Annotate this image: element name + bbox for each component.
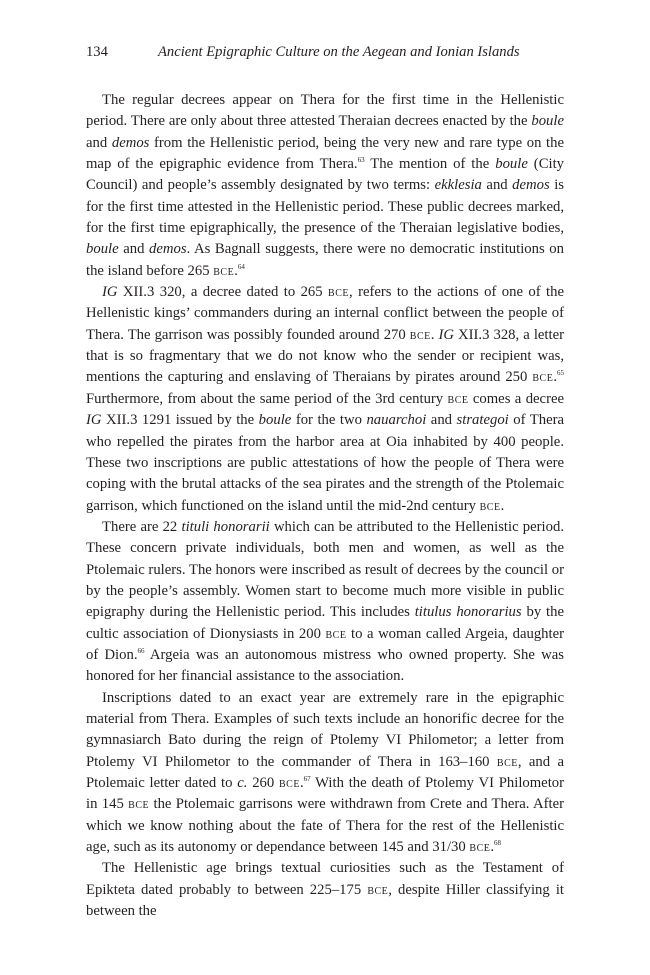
italic-run: demos: [111, 134, 150, 151]
text-run: the Ptolemaic garrisons were withdrawn from Crete and Thera. After which we know nothing about the fate of Thera for the rest of the Hellenistic age, such as its autonomy or dependance between 145 and 31/30: [86, 796, 564, 856]
text-run: , and a Ptolemaic letter dated to: [86, 753, 564, 791]
footnote-ref: 65: [557, 369, 564, 378]
page-number: 134: [86, 44, 108, 60]
italic-run: ekklesia: [434, 177, 482, 194]
text-run: With the death of Ptolemy VI Philometor in 145: [86, 775, 565, 813]
text-run: of Thera who repelled the pirates from the harbor area at Oia inhabited by 400 people. These two inscriptions are public attestations of how the people of Thera were coping with the brutal attacks of the sea pirates and the strength of the Ptolemaic garrison, which functioned on the island until the mid-2nd century: [86, 412, 564, 514]
text-run: .: [500, 497, 505, 514]
text-run: for the two: [291, 412, 367, 429]
text-run: .: [430, 326, 439, 343]
text-run: which can be attributed to the Hellenistic period. These concern private individuals, both men and women, as well as the Ptolemaic rulers. The honors were inscribed as result of decrees by the council or by the people’s assembly. Women start to become much more visible in public epigraphy during the Hellenistic period. This includes: [86, 518, 564, 621]
text-run: Inscriptions dated to an exact year are extremely rare in the epigraphic material from Thera. Examples of such texts include an honorific decree for the gymnasiarch Bato during the reign of Ptolemy VI Philometor; a letter from Ptolemy VI Philometor to the commander of Thera in 163–160: [86, 689, 564, 770]
text-run: The regular decrees appear on Thera for the first time in the Hellenistic period. There are only about three attested Theraian decrees enacted by the: [86, 92, 564, 130]
footnote-ref: 67: [303, 775, 311, 784]
italic-run: demos: [149, 241, 187, 258]
text-run: There are 22: [102, 518, 182, 535]
italic-run: strategoi: [456, 412, 509, 429]
era-abbreviation: bce: [128, 796, 150, 813]
text-run: comes a decree: [468, 390, 564, 407]
text-run: .: [490, 839, 495, 856]
era-abbreviation: bce: [279, 775, 300, 791]
era-abbreviation: bce: [367, 881, 389, 898]
footnote-ref: 63: [357, 156, 365, 165]
body-text: [86, 90, 564, 922]
era-abbreviation: bce: [496, 753, 518, 770]
paragraph-2: [86, 282, 564, 517]
text-run: The mention of the: [364, 156, 496, 173]
footnote-ref: 68: [494, 839, 502, 848]
text-run: and: [118, 241, 150, 258]
era-abbreviation: bce: [479, 497, 501, 514]
italic-run: IG: [102, 284, 118, 301]
paragraph-3: [86, 517, 564, 688]
italic-run: boule: [495, 156, 528, 173]
text-run: by the cultic association of Dionysiasts in 200: [86, 604, 564, 642]
italic-run: c.: [237, 775, 248, 791]
text-run: XII.3 320, a decree dated to 265: [117, 284, 329, 301]
paragraph-1: [86, 90, 564, 282]
text-run: to a woman called Argeia, daughter of Dion.: [86, 625, 565, 663]
text-run: 260: [247, 775, 280, 791]
text-run: Furthermore, from about the same period of the 3rd century: [86, 390, 448, 407]
text-run: and: [86, 134, 112, 151]
era-abbreviation: bce: [532, 369, 554, 386]
italic-run: demos: [512, 177, 550, 194]
text-run: , refers to the actions of one of the Hellenistic kings’ commanders during an internal conflict between the people of Thera. The garrison was possibly founded around 270: [86, 284, 564, 343]
italic-run: tituli honorarii: [181, 518, 270, 535]
era-abbreviation: bce: [328, 284, 349, 301]
text-run: . As Bagnall suggests, there were no democratic institutions on the island before 265: [86, 241, 564, 279]
running-header: [86, 44, 564, 64]
paragraph-5: [86, 858, 564, 922]
footnote-ref: 64: [237, 262, 245, 271]
italic-run: boule: [531, 113, 564, 130]
era-abbreviation: bce: [447, 390, 469, 407]
running-title: Ancient Epigraphic Culture on the Aegean and Ionian Islands: [158, 44, 520, 60]
text-run: , despite Hiller classifying it between the: [86, 881, 564, 920]
era-abbreviation: bce: [469, 839, 491, 856]
text-run: Argeia was an autonomous mistress who owned property. She was honored for her financial assistance to the association.: [86, 646, 564, 685]
italic-run: IG: [86, 412, 102, 429]
paragraph-4: [86, 688, 564, 859]
text-run: from the Hellenistic period, being the very new and rare type on the map of the epigraphic evidence from Thera.: [86, 134, 564, 173]
text-run: XII.3 1291 issued by the: [101, 412, 259, 429]
era-abbreviation: bce: [409, 326, 431, 343]
era-abbreviation: bce: [213, 262, 235, 279]
italic-run: IG: [438, 326, 454, 343]
italic-run: titulus honorarius: [414, 604, 522, 621]
era-abbreviation: bce: [325, 625, 347, 642]
text-run: .: [553, 369, 557, 386]
text-run: is for the first time attested in the Hellenistic period. These public decrees marked, for the first time epigraphically, the presence of the Theraian legislative bodies,: [86, 177, 565, 237]
text-run: and: [426, 412, 457, 429]
italic-run: boule: [86, 241, 119, 258]
text-run: .: [299, 775, 304, 791]
text-run: and: [481, 177, 513, 194]
text-run: .: [234, 262, 238, 279]
italic-run: nauarchoi: [366, 412, 427, 429]
text-run: XII.3 328, a letter that is so fragmentary that we do not know who the sender or recipient was, mentions the capturing and enslaving of Theraians by pirates around 250: [86, 326, 564, 386]
footnote-ref: 66: [137, 647, 145, 656]
text-run: (City Council) and people’s assembly designated by two terms:: [86, 156, 565, 194]
text-run: The Hellenistic age brings textual curiosities such as the Testament of Epikteta dated probably to between 225–175: [86, 860, 564, 898]
italic-run: boule: [258, 412, 292, 429]
